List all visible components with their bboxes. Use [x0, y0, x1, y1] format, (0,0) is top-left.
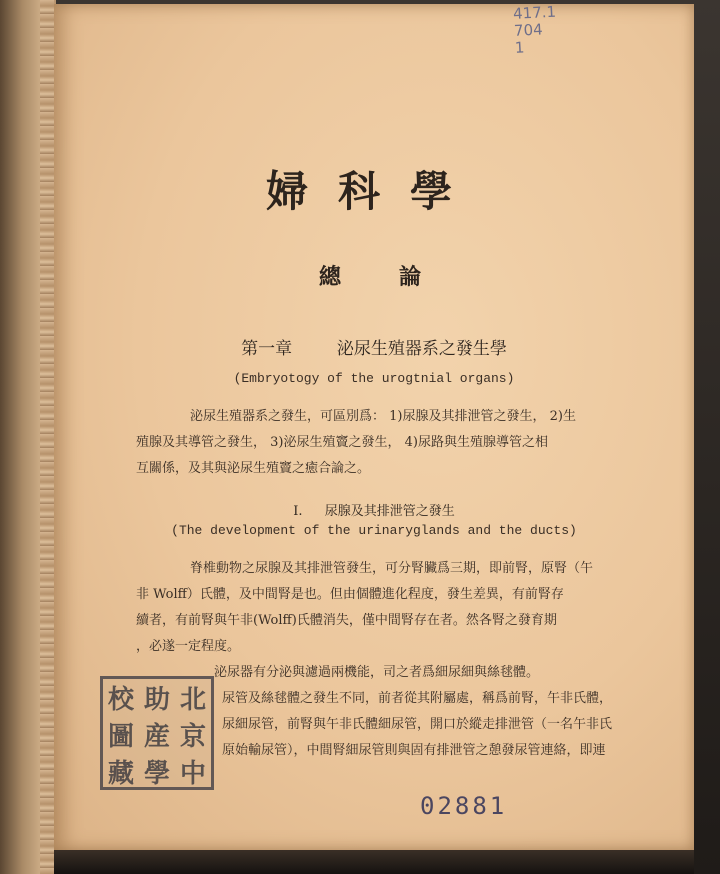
book-title: 婦科學 [265, 167, 482, 216]
intro-line: 殖腺及其導管之發生， 3)泌尿生殖竇之發生， 4)尿路與生殖腺導管之相 [136, 435, 548, 450]
intro-line: 泌尿生殖器系之發生，可區別爲： 1)尿腺及其排泄管之發生， 2)生 [190, 409, 576, 424]
chapter-title: 泌尿生殖器系之發生學 [336, 339, 507, 359]
body-line: 非 Wolff）氏體，及中間腎是也。但由個體進化程度，發生差異，有前腎存 [136, 587, 564, 602]
section-title: 尿腺及其排泄管之發生 [324, 504, 455, 519]
seal-character: 校 [107, 685, 134, 715]
section-number: I. [293, 504, 303, 519]
library-seal-stamp [100, 676, 214, 790]
page-bottom-shadow [54, 850, 694, 874]
seal-character: 中 [179, 759, 206, 789]
section-heading [54, 500, 694, 519]
seal-character: 藏 [107, 759, 134, 789]
seal-character: 圖 [107, 722, 134, 752]
accession-number: 02881 [420, 792, 508, 820]
chapter-english-title: (Embryotogy of the urogtnial organs) [233, 371, 515, 386]
seal-character: 學 [143, 759, 170, 789]
shelfmark-line: 417.1 [512, 2, 557, 23]
shelfmark-line: 704 [513, 20, 544, 40]
body-line: 尿細尿管，前腎與午非氏體細尿管，開口於縱走排泄管（一名午非氏 [222, 717, 613, 732]
seal-character: 京 [179, 722, 206, 752]
body-line: 原始輸尿管），中間腎細尿管則與固有排泄管之憩發尿管連絡，即連 [222, 743, 606, 758]
intro-line: 互關係，及其與泌尿生殖竇之癒合論之。 [136, 461, 371, 476]
shelfmark-line: 1 [514, 38, 525, 57]
body-line: ，必遂一定程度。 [136, 639, 241, 654]
handwritten-shelfmark [513, 2, 588, 57]
body-line: 泌尿器有分泌與濾過兩機能，司之者爲細尿細與絲毬體。 [214, 665, 540, 680]
chapter-number: 第一章 [241, 339, 293, 359]
book-subtitle: 總論 [318, 265, 479, 290]
body-line: 尿管及絲毬體之發生不同，前者從其附屬處，稱爲前腎，午非氏體， [222, 691, 613, 706]
seal-character: 北 [179, 685, 206, 715]
binding-edge [40, 0, 54, 874]
body-line: 續者，有前腎與午非(Wolff)氏體消失，僅中間腎存在者。然各腎之發育期 [136, 613, 557, 628]
seal-character: 助 [143, 685, 170, 715]
seal-character: 産 [143, 722, 170, 752]
body-line: 脊椎動物之尿腺及其排泄管發生，可分腎臟爲三期，即前腎，原腎（午 [190, 561, 594, 576]
chapter-heading [54, 334, 694, 359]
section-english-title: (The development of the urinaryglands and the ducts) [171, 523, 577, 538]
